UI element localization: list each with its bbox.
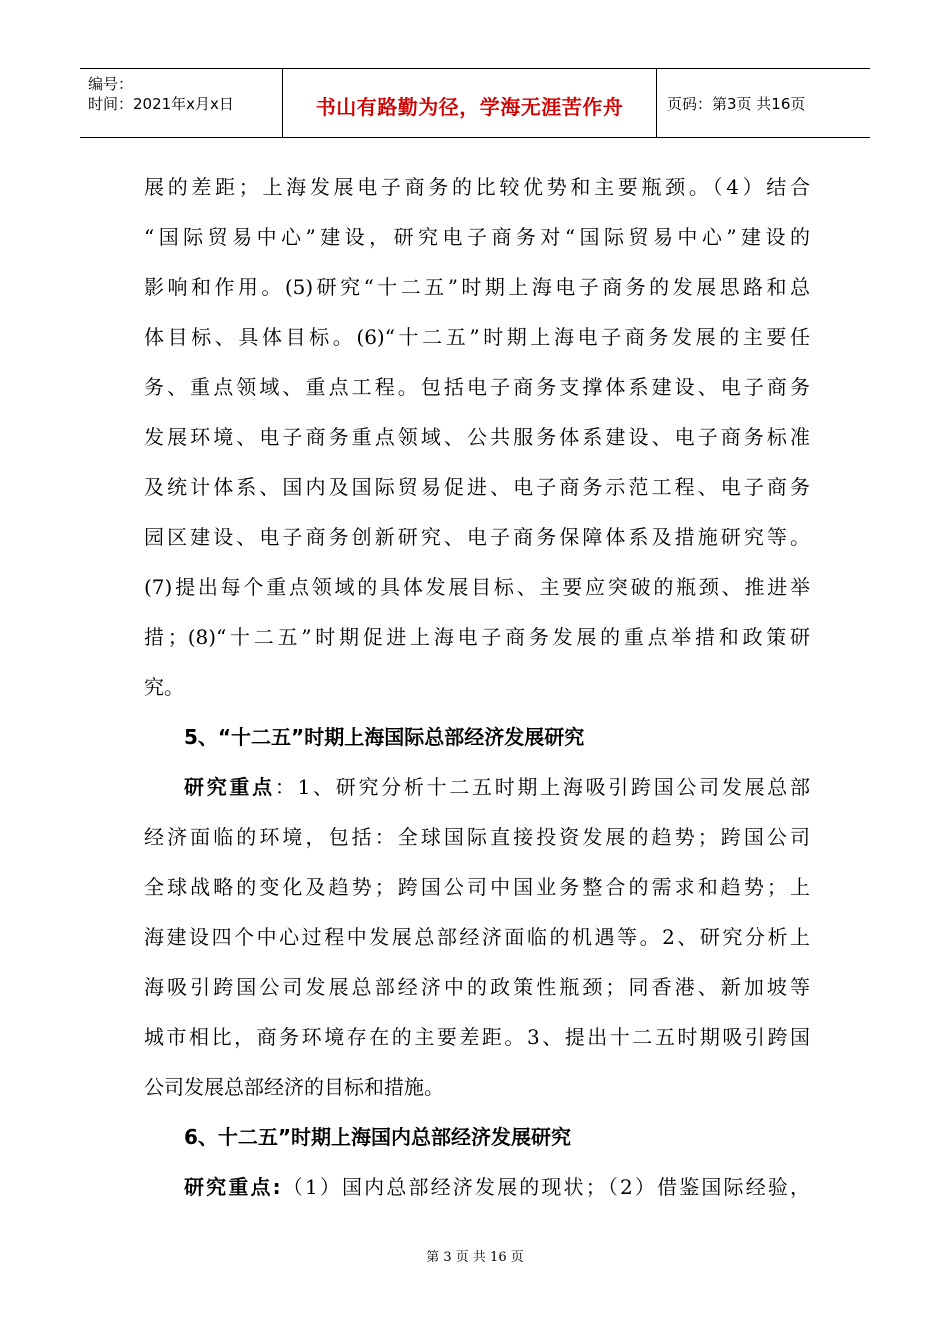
paragraph-line: 海建设四个中心过程中发展总部经济面临的机遇等。2、研究分析上 bbox=[144, 925, 810, 949]
document-header bbox=[80, 68, 870, 138]
paragraph-line: 全球战略的变化及趋势；跨国公司中国业务整合的需求和趋势；上 bbox=[144, 875, 810, 899]
paragraph-line: 园区建设、电子商务创新研究、电子商务保障体系及措施研究等。 bbox=[144, 525, 810, 549]
section-heading-6: 6、十二五”时期上海国内总部经济发展研究 bbox=[184, 1125, 572, 1149]
header-page-info: 页码：第3页 共16页 bbox=[667, 95, 806, 113]
page-footer: 第 3 页 共 16 页 bbox=[426, 1250, 524, 1265]
section-5-first-text: ：1、研究分析十二五时期上海吸引跨国公司发展总部 bbox=[274, 775, 810, 799]
paragraph-line: 经济面临的环境，包括：全球国际直接投资发展的趋势；跨国公司 bbox=[144, 825, 810, 849]
paragraph-line: 海吸引跨国公司发展总部经济中的政策性瓶颈；同香港、新加坡等 bbox=[144, 975, 810, 999]
paragraph-line: 究。 bbox=[144, 675, 184, 699]
motto-text: 书山有路勤为径，学海无涯苦作舟 bbox=[315, 95, 624, 119]
paragraph-line: 城市相比，商务环境存在的主要差距。3、提出十二五时期吸引跨国 bbox=[144, 1025, 810, 1049]
section-5-label: 研究重点 bbox=[184, 775, 275, 799]
section-heading-5: 5、“十二五”时期上海国际总部经济发展研究 bbox=[184, 725, 585, 749]
header-info-cell bbox=[80, 69, 283, 137]
document-date: 时间：2021年x月x日 bbox=[88, 95, 234, 113]
document-code-label: 编号： bbox=[88, 75, 134, 93]
paragraph-line: 及统计体系、国内及国际贸易促进、电子商务示范工程、电子商务 bbox=[144, 475, 810, 499]
paragraph-line: 展的差距；上海发展电子商务的比较优势和主要瓶颈。（4）结合 bbox=[144, 175, 810, 199]
paragraph-line: 发展环境、电子商务重点领域、公共服务体系建设、电子商务标准 bbox=[144, 425, 810, 449]
section-6-first-line bbox=[144, 1162, 810, 1212]
paragraph-line: 措；(8)“十二五”时期促进上海电子商务发展的重点举措和政策研 bbox=[144, 625, 810, 649]
section-5-first-line bbox=[144, 762, 810, 812]
paragraph-line: (7)提出每个重点领域的具体发展目标、主要应突破的瓶颈、推进举 bbox=[144, 575, 810, 599]
section-6-first-text: （1）国内总部经济发展的现状；（2）借鉴国际经验， bbox=[280, 1175, 811, 1199]
paragraph-line: “国际贸易中心”建设，研究电子商务对“国际贸易中心”建设的 bbox=[144, 225, 810, 249]
header-page-cell bbox=[657, 69, 870, 137]
document-body bbox=[144, 162, 810, 1212]
paragraph-line: 务、重点领域、重点工程。包括电子商务支撑体系建设、电子商务 bbox=[144, 375, 810, 399]
paragraph-line: 影响和作用。(5)研究“十二五”时期上海电子商务的发展思路和总 bbox=[144, 275, 810, 299]
paragraph-line: 公司发展总部经济的目标和措施。 bbox=[144, 1075, 444, 1099]
header-motto-cell bbox=[283, 69, 657, 137]
paragraph-line: 体目标、具体目标。(6)“十二五”时期上海电子商务发展的主要任 bbox=[144, 325, 810, 349]
section-6-label: 研究重点: bbox=[184, 1175, 281, 1199]
